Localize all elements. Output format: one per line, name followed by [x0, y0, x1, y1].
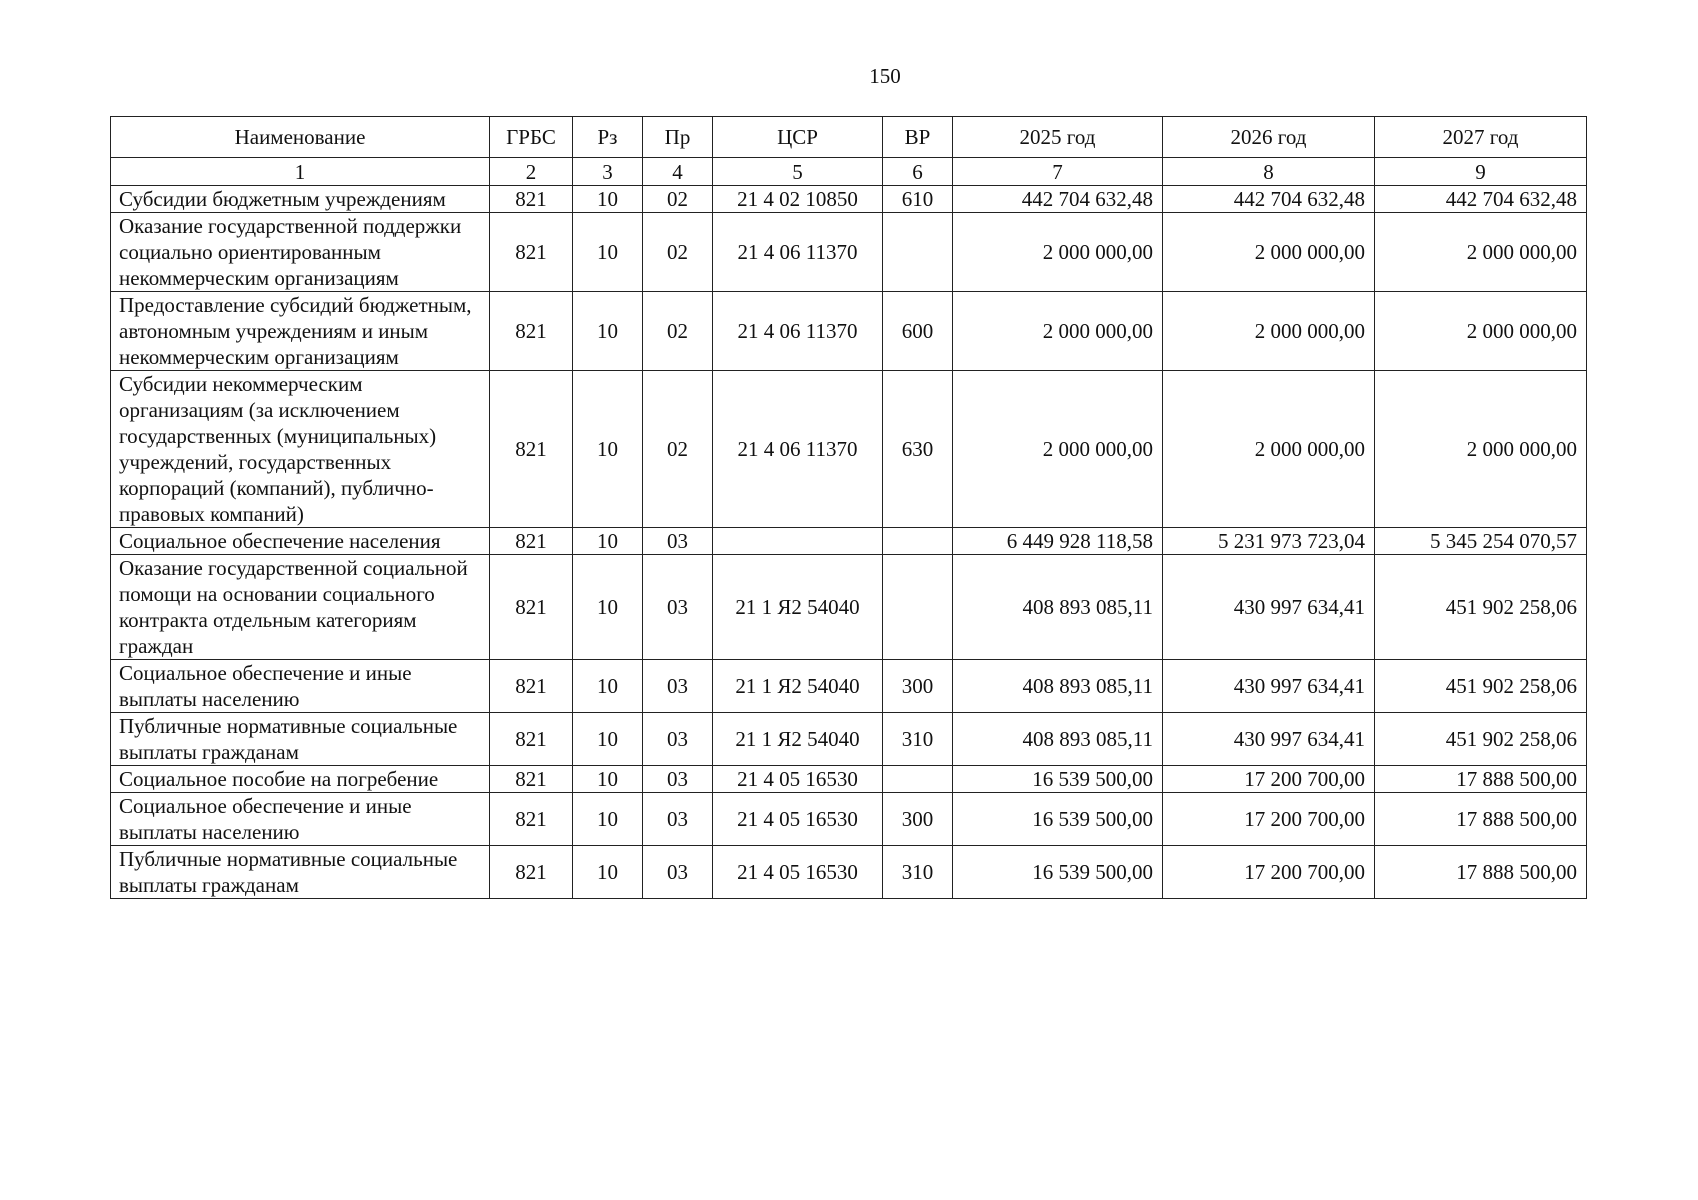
- table-row: [111, 660, 1587, 713]
- cell-grbs: 821: [490, 713, 573, 766]
- cell-2025: 2 000 000,00: [953, 292, 1163, 371]
- cell-name: Социальное обеспечение населения: [111, 528, 490, 555]
- table-row: [111, 713, 1587, 766]
- cell-2026: 2 000 000,00: [1163, 213, 1375, 292]
- cell-csr: 21 1 Я2 54040: [713, 555, 883, 660]
- cell-grbs: 821: [490, 213, 573, 292]
- cell-name: Субсидии бюджетным учреждениям: [111, 186, 490, 213]
- cell-2026: 442 704 632,48: [1163, 186, 1375, 213]
- cell-grbs: 821: [490, 186, 573, 213]
- cell-name: Оказание государственной поддержки социально ориентированным некоммерческим организациям: [111, 213, 490, 292]
- cell-grbs: 821: [490, 371, 573, 528]
- cell-vr: 300: [883, 660, 953, 713]
- table-row: [111, 528, 1587, 555]
- cell-rz: 10: [573, 213, 643, 292]
- cell-2026: 17 200 700,00: [1163, 766, 1375, 793]
- cell-csr: 21 1 Я2 54040: [713, 713, 883, 766]
- cell-vr: 630: [883, 371, 953, 528]
- cell-grbs: 821: [490, 793, 573, 846]
- cell-name: Социальное обеспечение и иные выплаты населению: [111, 793, 490, 846]
- cell-2026: 2 000 000,00: [1163, 292, 1375, 371]
- cell-csr: 21 4 06 11370: [713, 292, 883, 371]
- cell-vr: [883, 766, 953, 793]
- cell-csr: 21 4 06 11370: [713, 371, 883, 528]
- cell-2027: 442 704 632,48: [1375, 186, 1587, 213]
- column-number-row: [111, 158, 1587, 186]
- cell-csr: 21 4 05 16530: [713, 846, 883, 899]
- cell-vr: 600: [883, 292, 953, 371]
- header-2025: 2025 год: [953, 117, 1163, 158]
- cell-2025: 16 539 500,00: [953, 793, 1163, 846]
- cell-rz: 10: [573, 186, 643, 213]
- cell-rz: 10: [573, 793, 643, 846]
- column-number: 9: [1375, 158, 1587, 186]
- cell-name: Публичные нормативные социальные выплаты гражданам: [111, 713, 490, 766]
- column-number: 3: [573, 158, 643, 186]
- cell-2025: 442 704 632,48: [953, 186, 1163, 213]
- header-vr: ВР: [883, 117, 953, 158]
- cell-vr: 610: [883, 186, 953, 213]
- cell-2026: 17 200 700,00: [1163, 846, 1375, 899]
- cell-name: Субсидии некоммерческим организациям (за исключением государственных (муниципальных) учреждений, государственных корпораций (компаний), публично-правовых компаний): [111, 371, 490, 528]
- cell-vr: [883, 213, 953, 292]
- cell-grbs: 821: [490, 555, 573, 660]
- column-number: 4: [643, 158, 713, 186]
- cell-name: Предоставление субсидий бюджетным, автономным учреждениям и иным некоммерческим организациям: [111, 292, 490, 371]
- column-number: 8: [1163, 158, 1375, 186]
- header-csr: ЦСР: [713, 117, 883, 158]
- cell-2027: 2 000 000,00: [1375, 213, 1587, 292]
- header-row: [111, 117, 1587, 158]
- cell-grbs: 821: [490, 766, 573, 793]
- cell-pr: 03: [643, 555, 713, 660]
- cell-2027: 451 902 258,06: [1375, 660, 1587, 713]
- cell-csr: 21 4 02 10850: [713, 186, 883, 213]
- cell-2025: 2 000 000,00: [953, 371, 1163, 528]
- header-2026: 2026 год: [1163, 117, 1375, 158]
- cell-pr: 03: [643, 713, 713, 766]
- cell-2026: 17 200 700,00: [1163, 793, 1375, 846]
- cell-2025: 16 539 500,00: [953, 766, 1163, 793]
- header-name: Наименование: [111, 117, 490, 158]
- cell-2027: 17 888 500,00: [1375, 766, 1587, 793]
- cell-pr: 03: [643, 660, 713, 713]
- cell-2027: 5 345 254 070,57: [1375, 528, 1587, 555]
- table-row: [111, 371, 1587, 528]
- cell-name: Социальное пособие на погребение: [111, 766, 490, 793]
- cell-vr: [883, 555, 953, 660]
- cell-rz: 10: [573, 846, 643, 899]
- cell-vr: 310: [883, 846, 953, 899]
- cell-vr: 300: [883, 793, 953, 846]
- table-row: [111, 766, 1587, 793]
- cell-name: Оказание государственной социальной помощи на основании социального контракта отдельным категориям граждан: [111, 555, 490, 660]
- cell-pr: 03: [643, 528, 713, 555]
- cell-pr: 03: [643, 846, 713, 899]
- header-pr: Пр: [643, 117, 713, 158]
- cell-2026: 5 231 973 723,04: [1163, 528, 1375, 555]
- header-2027: 2027 год: [1375, 117, 1587, 158]
- cell-2026: 430 997 634,41: [1163, 660, 1375, 713]
- cell-pr: 02: [643, 186, 713, 213]
- page-number: 150: [869, 64, 901, 88]
- cell-grbs: 821: [490, 528, 573, 555]
- cell-vr: 310: [883, 713, 953, 766]
- cell-csr: 21 1 Я2 54040: [713, 660, 883, 713]
- cell-rz: 10: [573, 292, 643, 371]
- cell-2026: 2 000 000,00: [1163, 371, 1375, 528]
- cell-2027: 451 902 258,06: [1375, 555, 1587, 660]
- column-number: 7: [953, 158, 1163, 186]
- cell-rz: 10: [573, 660, 643, 713]
- cell-2027: 17 888 500,00: [1375, 793, 1587, 846]
- cell-pr: 02: [643, 213, 713, 292]
- cell-pr: 03: [643, 766, 713, 793]
- cell-2026: 430 997 634,41: [1163, 713, 1375, 766]
- table-row: [111, 793, 1587, 846]
- cell-csr: 21 4 05 16530: [713, 793, 883, 846]
- cell-2027: 2 000 000,00: [1375, 371, 1587, 528]
- table-row: [111, 555, 1587, 660]
- cell-csr: [713, 528, 883, 555]
- cell-2027: 2 000 000,00: [1375, 292, 1587, 371]
- table-row: [111, 213, 1587, 292]
- cell-rz: 10: [573, 528, 643, 555]
- cell-2027: 451 902 258,06: [1375, 713, 1587, 766]
- cell-rz: 10: [573, 713, 643, 766]
- cell-rz: 10: [573, 766, 643, 793]
- header-grbs: ГРБС: [490, 117, 573, 158]
- table-row: [111, 292, 1587, 371]
- cell-2027: 17 888 500,00: [1375, 846, 1587, 899]
- cell-2025: 16 539 500,00: [953, 846, 1163, 899]
- cell-name: Публичные нормативные социальные выплаты гражданам: [111, 846, 490, 899]
- cell-grbs: 821: [490, 292, 573, 371]
- cell-grbs: 821: [490, 846, 573, 899]
- cell-2026: 430 997 634,41: [1163, 555, 1375, 660]
- cell-grbs: 821: [490, 660, 573, 713]
- budget-table: [110, 116, 1587, 899]
- cell-2025: 6 449 928 118,58: [953, 528, 1163, 555]
- table-row: [111, 846, 1587, 899]
- cell-2025: 408 893 085,11: [953, 555, 1163, 660]
- cell-rz: 10: [573, 371, 643, 528]
- cell-pr: 02: [643, 292, 713, 371]
- cell-name: Социальное обеспечение и иные выплаты населению: [111, 660, 490, 713]
- table-row: [111, 186, 1587, 213]
- cell-vr: [883, 528, 953, 555]
- cell-csr: 21 4 05 16530: [713, 766, 883, 793]
- column-number: 6: [883, 158, 953, 186]
- cell-2025: 408 893 085,11: [953, 660, 1163, 713]
- cell-rz: 10: [573, 555, 643, 660]
- cell-csr: 21 4 06 11370: [713, 213, 883, 292]
- cell-pr: 03: [643, 793, 713, 846]
- cell-2025: 408 893 085,11: [953, 713, 1163, 766]
- column-number: 5: [713, 158, 883, 186]
- cell-2025: 2 000 000,00: [953, 213, 1163, 292]
- column-number: 2: [490, 158, 573, 186]
- header-rz: Рз: [573, 117, 643, 158]
- cell-pr: 02: [643, 371, 713, 528]
- column-number: 1: [111, 158, 490, 186]
